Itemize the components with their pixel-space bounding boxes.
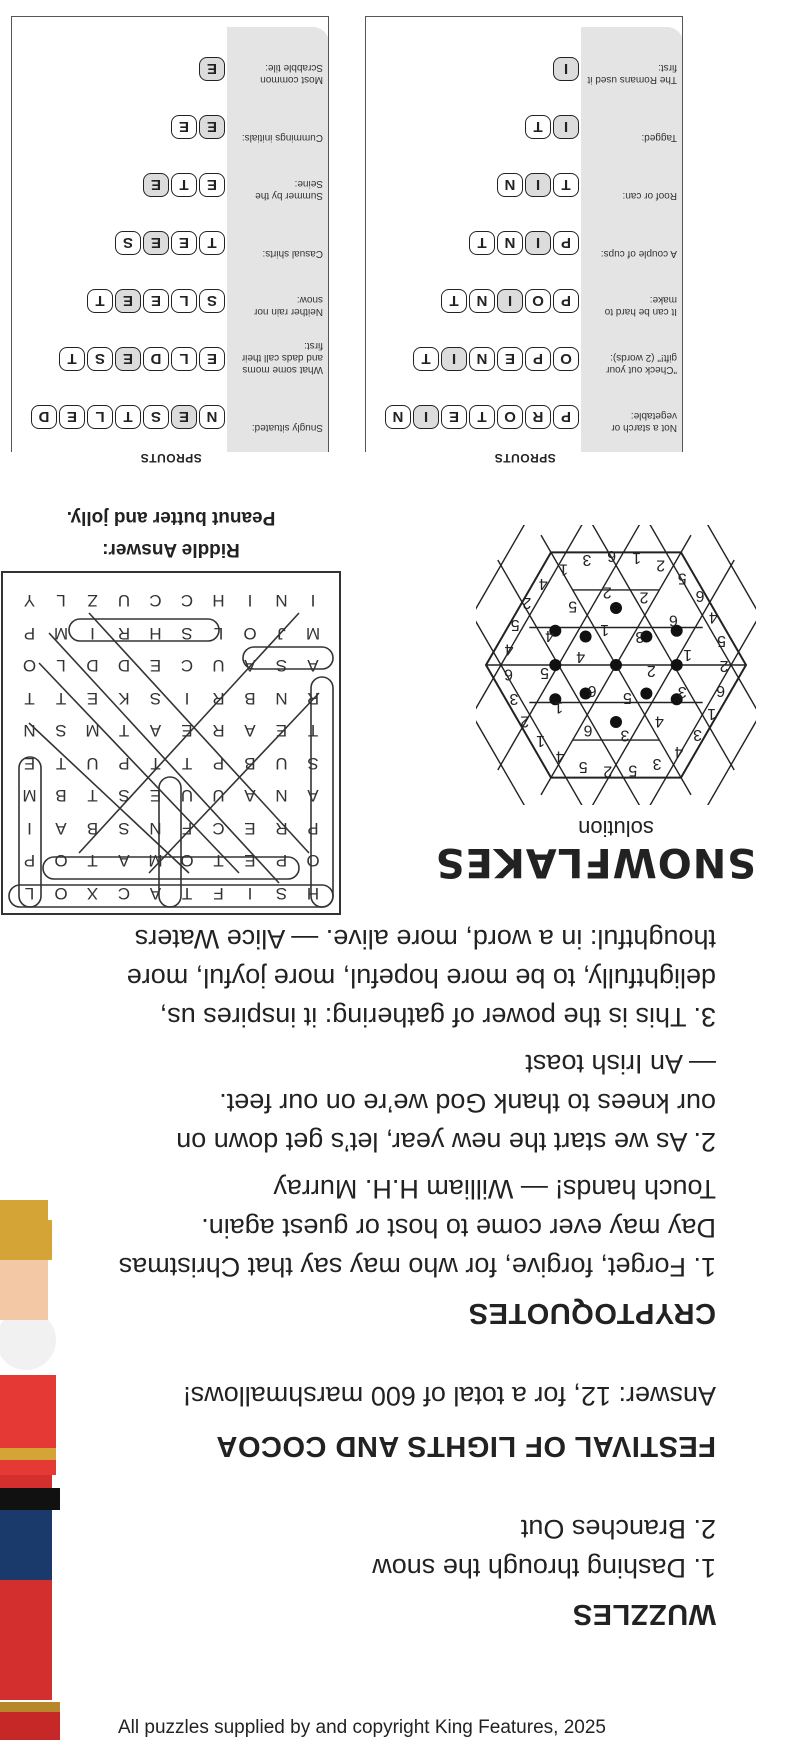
word-search-letter: S (118, 786, 130, 806)
copyright-credit: All puzzles supplied by and copyright King Features, 2025 (118, 1717, 606, 1738)
cryptoquotes-section (76, 919, 716, 1329)
sprouts-answer (171, 115, 225, 139)
sprouts-row (11, 107, 329, 147)
word-search-letter: E (149, 656, 162, 676)
letter-box: T (469, 405, 495, 429)
letter-box: P (553, 289, 579, 313)
sprouts-row (11, 339, 329, 379)
word-search-letter: T (118, 721, 130, 741)
snowflake-number: 6 (504, 665, 513, 683)
snowflake-number: 5 (540, 663, 549, 681)
letter-box: T (87, 289, 113, 313)
quote-2-line-2: our knees to thank God we’re on our feet. (219, 1088, 716, 1118)
word-search-letter: P (275, 851, 288, 871)
word-search-letter: A (307, 786, 319, 806)
snowflake-number: 1 (536, 732, 545, 750)
wuzzles-item-1: 1. Dashing through the snow (372, 1553, 716, 1583)
sprouts-row (365, 107, 683, 147)
snowflake-number: 3 (693, 725, 702, 743)
word-search-letter: N (149, 819, 162, 838)
word-search-letter: X (86, 884, 99, 903)
letter-box: E (59, 405, 85, 429)
snowflake-number: 4 (538, 575, 548, 593)
snowflake-number: 2 (602, 583, 612, 601)
cryptoquotes-title: CRYPTOQUOTES (468, 1297, 716, 1329)
snowflake-number: 1 (559, 560, 569, 578)
snowflake-number: 5 (717, 632, 726, 649)
letter-box: T (441, 289, 467, 313)
letter-box: E (199, 57, 225, 81)
word-search-letter: J (277, 624, 286, 643)
word-search-letter: A (118, 851, 130, 871)
snowflakes-title: SNOWFLAKES (434, 839, 756, 885)
sprouts-row (365, 223, 683, 263)
snowflake-number: 6 (716, 681, 726, 699)
quote-3-line-2: delightfully, to be more hopeful, more joyful, more (126, 963, 716, 993)
letter-box: O (525, 289, 551, 313)
word-search-letter: R (212, 689, 225, 708)
snowflake-number: 2 (603, 762, 613, 780)
word-search-letter: B (86, 819, 99, 838)
word-search-letter: I (90, 624, 95, 643)
snowflake-number: 6 (695, 587, 705, 605)
sprouts-answer (143, 173, 225, 197)
sprouts-answer (469, 231, 579, 255)
word-search-letter: B (244, 754, 256, 773)
word-search-letter: O (22, 656, 37, 676)
word-search-letter: Y (23, 591, 36, 611)
word-search-letter: B (244, 689, 256, 708)
snowflake-number: 2 (656, 556, 666, 574)
word-search-letter: E (244, 851, 256, 871)
letter-box: E (143, 231, 169, 255)
wuzzles-section (76, 1509, 716, 1630)
word-search-letter: T (24, 689, 35, 708)
word-search-letter: S (149, 689, 162, 708)
sprouts-clue: Casual shirts: (262, 248, 323, 259)
word-search-letter: R (275, 819, 288, 838)
snowflake-number: 4 (555, 747, 565, 765)
word-search-letter: N (275, 591, 288, 611)
riddle-label: Riddle Answer: (102, 539, 240, 560)
sprouts-clue: "Check out your gift!" (2 words): (606, 352, 677, 375)
word-search-letter: C (149, 591, 162, 611)
letter-box: E (199, 115, 225, 139)
letter-box: N (497, 173, 523, 197)
word-search-letter: U (117, 591, 131, 611)
word-search-letter: I (247, 884, 253, 903)
word-search-letter: U (212, 786, 225, 806)
snowflake-number: 6 (607, 547, 617, 565)
letter-box: I (441, 347, 467, 371)
letter-box: P (553, 405, 579, 429)
letter-box: E (143, 289, 169, 313)
word-search-letter: S (275, 656, 288, 676)
letter-box: T (469, 231, 495, 255)
sprouts-row (11, 223, 329, 263)
snowflake-number: 4 (576, 647, 586, 665)
word-search-letter: T (307, 721, 319, 741)
sprouts-row (11, 397, 329, 437)
letter-box: S (199, 289, 225, 313)
word-search-grid (1, 571, 341, 915)
sprouts-answer (115, 231, 225, 255)
quote-3-line-3: thoughtful: in a word, more alive. — Alice Waters (134, 924, 716, 954)
letter-box: T (115, 405, 141, 429)
word-search-letter: T (55, 754, 67, 773)
word-search-letter: A (55, 819, 67, 838)
sprouts-answer (553, 57, 579, 81)
word-search-letter: O (54, 884, 68, 903)
sprouts-clue: The Romans used it first: (587, 62, 677, 85)
snowflake-number: 1 (554, 698, 564, 716)
word-search-letter: T (150, 754, 161, 773)
word-search-letter: E (275, 721, 288, 741)
word-search-letter: N (23, 721, 36, 741)
word-search-letter: K (118, 689, 130, 708)
word-search-letter: L (56, 591, 66, 611)
word-search-letter: T (87, 786, 98, 806)
sprouts-title: SPROUTS (140, 451, 202, 465)
word-search-letter: E (149, 786, 162, 806)
sprouts-title: SPROUTS (494, 451, 556, 465)
letter-box: T (199, 231, 225, 255)
letter-box: E (143, 173, 169, 197)
word-search-letter: H (149, 624, 162, 643)
word-search-letter: P (23, 624, 36, 643)
word-search-letter: O (306, 851, 320, 871)
sprouts-row (365, 397, 683, 437)
snowflake-number: 6 (583, 721, 593, 739)
sprouts-clue: Neither rain nor snow: (254, 294, 323, 317)
word-search-letter: P (212, 754, 225, 773)
letter-box: N (469, 289, 495, 313)
letter-box: P (525, 347, 551, 371)
letter-box: I (525, 173, 551, 197)
sprouts-clue: What some moms and dads call their first: (241, 340, 323, 375)
festival-answer: Answer: 12, for a total of 600 marshmallows! (183, 1381, 716, 1411)
word-search-letter: L (213, 624, 224, 643)
word-search-letter: T (213, 851, 224, 871)
letter-box: I (413, 405, 439, 429)
snowflake-dot (671, 659, 683, 671)
snowflake-grid (476, 525, 756, 805)
snowflake-dot (640, 688, 652, 700)
snowflake-number: 5 (622, 689, 632, 707)
letter-box: P (553, 231, 579, 255)
snowflake-number: 5 (510, 616, 520, 634)
word-search-letter: T (181, 754, 193, 773)
snowflakes-heading (434, 815, 756, 885)
word-search-letter: E (244, 819, 256, 838)
snowflake-number: 1 (683, 646, 692, 664)
festival-section (76, 1376, 716, 1462)
word-search-letter: R (117, 624, 131, 643)
word-search-letter: T (181, 884, 193, 903)
word-search-letter: F (213, 884, 224, 903)
snowflake-dot (549, 659, 561, 671)
word-search-letter: Z (87, 591, 98, 611)
snowflake-number: 2 (646, 662, 656, 680)
letter-box: I (553, 115, 579, 139)
word-search-letter: M (22, 786, 37, 806)
word-search-letter: P (118, 754, 130, 773)
word-search-letter: S (118, 819, 130, 838)
letter-box: T (553, 173, 579, 197)
snowflake-number: 3 (677, 683, 687, 700)
letter-box: I (553, 57, 579, 81)
snowflake-number: 4 (654, 712, 664, 730)
snowflake-number: 1 (632, 549, 642, 566)
snowflake-number: 2 (639, 588, 649, 606)
word-search-letter: M (53, 624, 69, 643)
word-search-letter: S (55, 721, 67, 741)
word-search-letter: H (306, 884, 320, 903)
snowflake-number: 2 (522, 594, 532, 611)
letter-box: I (497, 289, 523, 313)
riddle-answer: Peanut butter and jolly. (66, 507, 276, 528)
letter-box: T (413, 347, 439, 371)
snowflake-number: 4 (545, 627, 555, 644)
snowflake-number: 4 (708, 608, 718, 626)
sprouts-clue: Tagged: (641, 132, 677, 143)
letter-box: E (497, 347, 523, 371)
word-search-letter: C (180, 591, 194, 611)
snowflake-number: 3 (509, 690, 519, 708)
snowflake-dot (610, 659, 622, 671)
word-search-letter: A (244, 656, 256, 676)
sprouts-puzzle-left (365, 5, 683, 465)
word-search-letter: S (275, 884, 288, 903)
sprouts-row (11, 281, 329, 321)
letter-box: N (385, 405, 411, 429)
sprouts-row (365, 339, 683, 379)
word-search-letter: C (180, 656, 194, 676)
festival-title: FESTIVAL OF LIGHTS AND COCOA (215, 1430, 716, 1462)
sprouts-row (11, 49, 329, 89)
word-search-letter: C (212, 819, 225, 838)
sprouts-clue: It can be hard to make: (604, 294, 677, 317)
word-search-letter: E (23, 754, 36, 773)
word-search-letter: D (86, 656, 99, 676)
sprouts-clue: A couple of cups: (600, 248, 677, 259)
word-search-letter: S (181, 624, 193, 643)
snowflake-number: 1 (707, 705, 717, 723)
snowflake-number: 3 (635, 628, 645, 645)
word-search-letter: U (275, 754, 288, 773)
snowflake-number: 5 (568, 597, 578, 615)
snowflake-number: 3 (620, 726, 630, 744)
word-search-letter: B (55, 786, 67, 806)
word-search-letter: U (212, 656, 225, 676)
sprouts-puzzle-right (11, 5, 329, 465)
word-search-letter: D (117, 656, 131, 676)
word-search-letter: T (55, 689, 67, 708)
word-search-letter: I (310, 591, 316, 611)
word-search-letter: A (244, 786, 256, 806)
wuzzles-item-2: 2. Branches Out (520, 1514, 716, 1544)
word-search-letter: E (181, 721, 193, 741)
letter-box: T (59, 347, 85, 371)
snowflake-number: 2 (520, 712, 530, 730)
word-search-letter: I (27, 819, 32, 838)
quote-2-line-1: 2. As we start the new year, let’s get down on (176, 1127, 716, 1157)
sprouts-answer (525, 115, 579, 139)
letter-box: L (87, 405, 113, 429)
word-search-letter: U (86, 754, 99, 773)
sprouts-answer (87, 289, 225, 313)
word-search-letter: S (307, 754, 319, 773)
letter-box: O (497, 405, 523, 429)
word-search-letter: H (212, 591, 225, 611)
quote-2-line-3: — An Irish toast (525, 1049, 716, 1079)
sprouts-row (365, 49, 683, 89)
word-search-letter: P (307, 819, 319, 838)
word-search-letter: U (180, 786, 194, 806)
letter-box: E (171, 231, 197, 255)
snowflake-number: 3 (652, 754, 662, 772)
sprouts-clue: Snugly situated: (251, 422, 323, 433)
word-search-letter: C (117, 884, 131, 903)
snowflake-number: 5 (677, 569, 687, 587)
quote-1-line-1: 1. Forget, forgive, for who may say that Christmas (118, 1252, 716, 1282)
letter-box: E (115, 289, 141, 313)
sprouts-clue: Not a starch or vegetable: (611, 410, 677, 433)
sprouts-row (365, 165, 683, 205)
letter-box: E (199, 347, 225, 371)
quote-3-line-1: 3. This is the power of gathering: it inspires us, (159, 1002, 716, 1032)
sprouts-clue: Roof or can: (622, 190, 677, 201)
letter-box: L (171, 289, 197, 313)
letter-box: T (525, 115, 551, 139)
letter-box: L (171, 347, 197, 371)
word-search-letter: A (244, 721, 256, 741)
riddle (1, 506, 341, 560)
sprouts-answer (385, 405, 579, 429)
snowflake-number: 1 (600, 620, 610, 638)
word-search-letter: M (305, 624, 321, 643)
sprouts-answer (59, 347, 225, 371)
sprouts-answer (413, 347, 579, 371)
snowflake-number: 2 (719, 657, 729, 674)
letter-box: O (553, 347, 579, 371)
word-search-letter: M (148, 851, 163, 871)
word-search-letter: O (180, 851, 194, 871)
word-search-letter: A (307, 656, 319, 676)
snowflake-number: 5 (578, 757, 588, 775)
letter-box: E (171, 405, 197, 429)
wuzzles-title: WUZZLES (572, 1598, 716, 1630)
letter-box: E (199, 173, 225, 197)
letter-box: E (441, 405, 467, 429)
letter-box: D (31, 405, 57, 429)
snowflake-number: 4 (504, 640, 514, 658)
word-search-letter: L (24, 884, 35, 903)
word-search-letter: E (86, 689, 99, 708)
sprouts-answer (199, 57, 225, 81)
quote-1-line-2: Day may ever come to host or guest again. (201, 1213, 716, 1243)
letter-box: S (115, 231, 141, 255)
quote-1-line-3: Touch hands! — William H.H. Murray (273, 1174, 716, 1204)
sprouts-clue: Cummings initials: (241, 132, 323, 143)
word-search-letter: A (149, 884, 162, 903)
snowflake-dot (580, 631, 592, 643)
sprouts-answer (497, 173, 579, 197)
letter-box: E (171, 115, 197, 139)
snowflake-number: 5 (628, 761, 638, 779)
word-search-letter: M (85, 721, 100, 741)
sprouts-answer (31, 405, 225, 429)
letter-box: I (525, 231, 551, 255)
letter-box: S (143, 405, 169, 429)
snowflake-number: 3 (582, 551, 592, 568)
word-search-letter: P (23, 851, 36, 871)
letter-box: E (115, 347, 141, 371)
nutcracker-image (0, 1120, 66, 1760)
word-search-letter: I (247, 591, 253, 611)
letter-box: R (525, 405, 551, 429)
word-search-letter: N (275, 786, 288, 806)
word-search-letter: R (306, 689, 320, 708)
snowflakes-subtitle: solution (578, 816, 654, 841)
snowflake-dot (610, 602, 622, 614)
word-search-letter: R (212, 721, 225, 741)
word-search-letter: F (181, 819, 193, 838)
letter-box: N (497, 231, 523, 255)
word-search-letter: L (56, 656, 66, 676)
sprouts-clue: Summer by the Seine: (255, 178, 323, 201)
letter-box: S (87, 347, 113, 371)
word-search-letter: T (87, 851, 98, 871)
snowflake-number: 4 (674, 742, 684, 760)
sprouts-answer (441, 289, 579, 313)
sprouts-row (365, 281, 683, 321)
sprouts-row (11, 165, 329, 205)
word-search-letter: O (243, 624, 257, 643)
letter-box: D (143, 347, 169, 371)
word-search-letter: O (54, 851, 68, 871)
snowflake-number: 6 (587, 682, 597, 699)
letter-box: T (171, 173, 197, 197)
word-search-letter: N (275, 689, 288, 708)
word-search-letter: A (149, 721, 162, 741)
snowflake-number: 6 (668, 611, 678, 629)
letter-box: N (199, 405, 225, 429)
letter-box: N (469, 347, 495, 371)
sprouts-clue: Most common Scrabble tile: (260, 62, 323, 85)
word-search-letter: I (184, 689, 190, 708)
